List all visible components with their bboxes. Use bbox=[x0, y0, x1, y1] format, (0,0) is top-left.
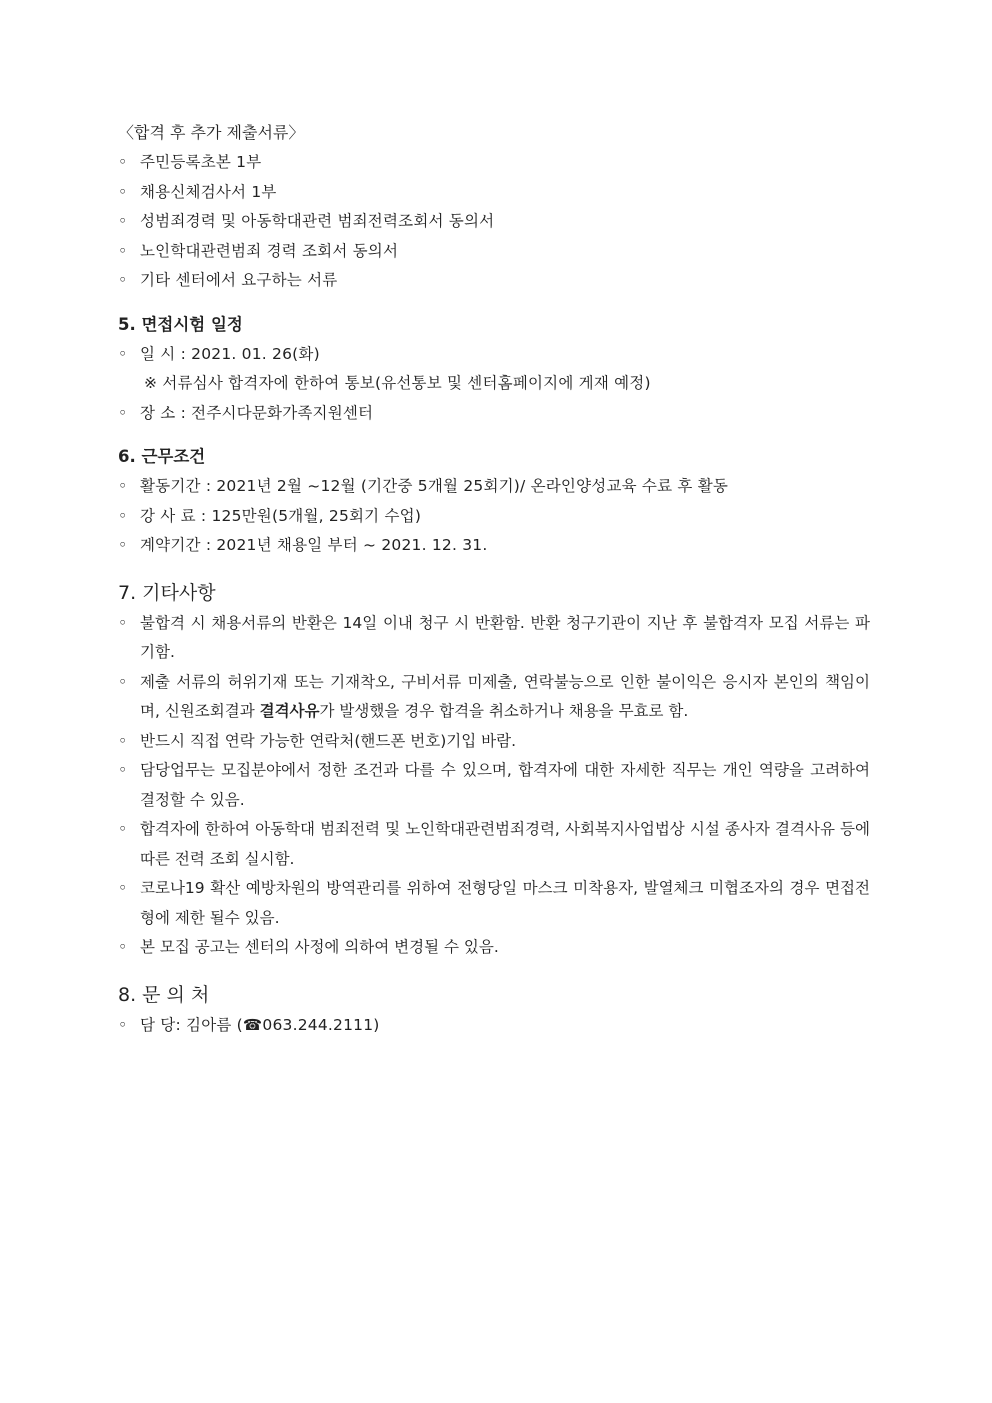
bullet-icon: ◦ bbox=[118, 938, 128, 956]
list-item: ◦ 기타 센터에서 요구하는 서류 bbox=[118, 266, 870, 296]
misc-paragraph: ◦ 반드시 직접 연락 가능한 연락처(핸드폰 번호)기입 바람. bbox=[118, 727, 870, 757]
bullet-icon: ◦ bbox=[118, 271, 128, 289]
list-item: ◦ 채용신체검사서 1부 bbox=[118, 178, 870, 208]
additional-docs-heading: 〈합격 후 추가 제출서류〉 bbox=[118, 123, 305, 142]
bullet-icon: ◦ bbox=[118, 182, 128, 201]
interview-date: ◦ 일 시 : 2021. 01. 26(화) bbox=[118, 340, 870, 370]
section-title-contact: 8. 문 의 처 bbox=[118, 983, 210, 1006]
section-title-conditions: 6. 근무조건 bbox=[118, 447, 206, 466]
misc-paragraph: ◦ 불합격 시 채용서류의 반환은 14일 이내 청구 시 반환함. 반환 청구기관이 지난 후 불합격자 모집 서류는 파기함. bbox=[118, 609, 870, 668]
list-item: ◦ 계약기간 : 2021년 채용일 부터 ~ 2021. 12. 31. bbox=[118, 531, 870, 561]
contact-line: ◦ 담 당: 김아름 (☎063.244.2111) bbox=[118, 1011, 870, 1041]
list-item: ◦ 주민등록초본 1부 bbox=[118, 148, 870, 178]
bullet-icon: ◦ bbox=[118, 403, 128, 422]
list-item: ◦ 노인학대관련범죄 경력 조회서 동의서 bbox=[118, 237, 870, 267]
list-item: ◦ 활동기간 : 2021년 2월 ~12월 (기간중 5개월 25회기)/ 온라인양성교육 수료 후 활동 bbox=[118, 472, 870, 502]
document-content bbox=[118, 118, 870, 1040]
bullet-icon: ◦ bbox=[118, 344, 128, 363]
bullet-icon: ◦ bbox=[118, 1015, 128, 1034]
section-title-interview: 5. 면접시험 일정 bbox=[118, 314, 243, 334]
bullet-icon: ◦ bbox=[118, 212, 128, 230]
bullet-icon: ◦ bbox=[118, 241, 128, 260]
bullet-icon: ◦ bbox=[118, 761, 128, 779]
bullet-icon: ◦ bbox=[118, 536, 128, 554]
bullet-icon: ◦ bbox=[118, 477, 128, 495]
bullet-icon: ◦ bbox=[118, 153, 128, 171]
bullet-icon: ◦ bbox=[118, 672, 128, 691]
misc-paragraph: ◦ 합격자에 한하여 아동학대 범죄전력 및 노인학대관련범죄경력, 사회복지사업법상 시설 종사자 결격사유 등에 따른 전력 조회 실시함. bbox=[118, 815, 870, 874]
bullet-icon: ◦ bbox=[118, 820, 128, 838]
bullet-icon: ◦ bbox=[118, 506, 128, 525]
list-item: ◦ 강 사 료 : 125만원(5개월, 25회기 수업) bbox=[118, 502, 870, 532]
bullet-icon: ◦ bbox=[118, 613, 128, 632]
list-item: ◦ 성범죄경력 및 아동학대관련 범죄전력조회서 동의서 bbox=[118, 207, 870, 237]
misc-paragraph: ◦ 담당업무는 모집분야에서 정한 조건과 다를 수 있으며, 합격자에 대한 자세한 직무는 개인 역량을 고려하여 결정할 수 있음. bbox=[118, 756, 870, 815]
section-title-misc: 7. 기타사항 bbox=[118, 581, 216, 604]
bullet-icon: ◦ bbox=[118, 731, 128, 750]
misc-paragraph: ◦ 코로나19 확산 예방차원의 방역관리를 위하여 전형당일 마스크 미착용자, 발열체크 미협조자의 경우 면접전형에 제한 될수 있음. bbox=[118, 874, 870, 933]
misc-paragraph: ◦ 본 모집 공고는 센터의 사정에 의하여 변경될 수 있음. bbox=[118, 933, 870, 963]
interview-place: ◦ 장 소 : 전주시다문화가족지원센터 bbox=[118, 399, 870, 429]
interview-note: ※ 서류심사 합격자에 한하여 통보(유선통보 및 센터홈페이지에 게재 예정) bbox=[144, 374, 651, 392]
bullet-icon: ◦ bbox=[118, 879, 128, 897]
misc-paragraph: ◦ 제출 서류의 허위기재 또는 기재착오, 구비서류 미제출, 연락불능으로 인한 불이익은 응시자 본인의 책임이며, 신원조회결과 결격사유가 발생했을 경우 합격을 취소하거나 채용을 무효로 함. bbox=[118, 668, 870, 727]
emphasis-text: 결격사유 bbox=[259, 702, 320, 720]
